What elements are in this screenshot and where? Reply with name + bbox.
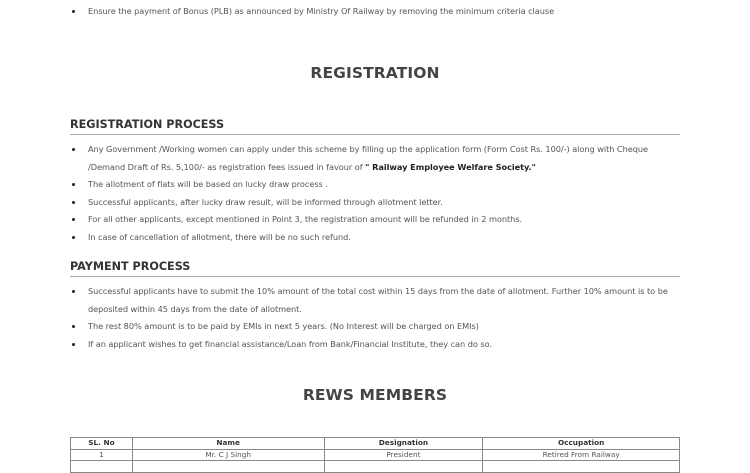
registration-title: REGISTRATION bbox=[310, 64, 440, 82]
list-item: The rest 80% amount is to be paid by EMIs in next 5 years. (No Interest will be charged on EMIs) bbox=[70, 318, 680, 336]
registration-process-list bbox=[70, 141, 680, 246]
cell-sl-no bbox=[71, 461, 133, 473]
list-item-text: Any Government /Working women can apply under this scheme by filling up the application form (Form Cost Rs. 100/-) along with Cheque /Demand Draft of Rs. 5,100/- as registration fees issued in favour of bbox=[88, 144, 648, 172]
column-header-occupation: Occupation bbox=[483, 438, 680, 450]
cell-occupation: Retired From Railway bbox=[483, 449, 680, 461]
society-name: " Railway Employee Welfare Society." bbox=[365, 161, 536, 172]
payment-process-heading: PAYMENT PROCESS bbox=[70, 260, 680, 277]
column-header-sl-no: SL. No bbox=[71, 438, 133, 450]
list-item: In case of cancellation of allotment, there will be no such refund. bbox=[70, 229, 680, 247]
members-title: REWS MEMBERS bbox=[302, 386, 448, 404]
list-item: Successful applicants, after lucky draw result, will be informed through allotment letter. bbox=[70, 194, 680, 212]
intro-section bbox=[70, 3, 680, 21]
cell-occupation bbox=[483, 461, 680, 473]
column-header-designation: Designation bbox=[324, 438, 483, 450]
table-header-row bbox=[71, 438, 680, 450]
table-row-clipped bbox=[71, 461, 680, 473]
list-item: For all other applicants, except mentioned in Point 3, the registration amount will be refunded in 2 months. bbox=[70, 211, 680, 229]
list-item: If an applicant wishes to get financial assistance/Loan from Bank/Financial Institute, they can do so. bbox=[70, 336, 680, 354]
cell-name: Mr. C J Singh bbox=[132, 449, 324, 461]
cell-sl-no: 1 bbox=[71, 449, 133, 461]
list-item: Ensure the payment of Bonus (PLB) as announced by Ministry Of Railway by removing the minimum criteria clause bbox=[70, 3, 680, 21]
payment-process-list bbox=[70, 283, 680, 353]
list-item: The allotment of flats will be based on lucky draw process . bbox=[70, 176, 680, 194]
cell-name bbox=[132, 461, 324, 473]
column-header-name: Name bbox=[132, 438, 324, 450]
registration-process-heading: REGISTRATION PROCESS bbox=[70, 118, 680, 135]
cell-designation: President bbox=[324, 449, 483, 461]
cell-designation bbox=[324, 461, 483, 473]
list-item bbox=[70, 141, 680, 176]
list-item: Successful applicants have to submit the 10% amount of the total cost within 15 days from the date of allotment. Further 10% amount is to be deposited within 45 days from the date of allotment. bbox=[70, 283, 680, 318]
members-table bbox=[70, 437, 680, 473]
table-row bbox=[71, 449, 680, 461]
